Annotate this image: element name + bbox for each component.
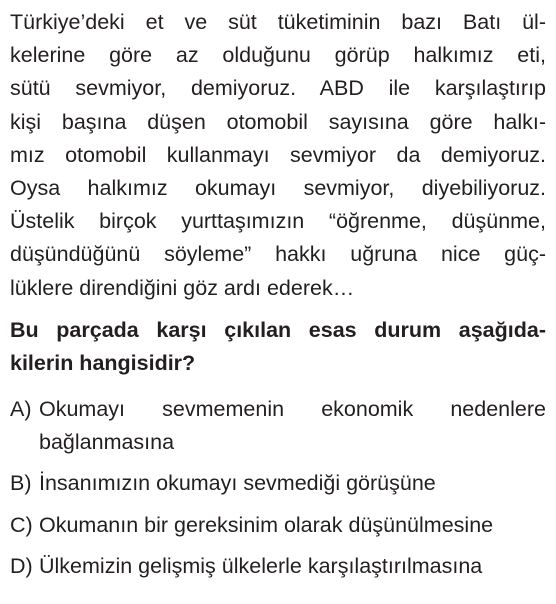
option-text: Ülkemizin gelişmiş ülkelerle karşılaştırılmasına bbox=[39, 553, 483, 578]
passage-line: düşündüğünü söyleme” hakkı uğruna nice güç- bbox=[10, 242, 546, 267]
option-a[interactable] bbox=[10, 393, 546, 459]
option-d[interactable] bbox=[10, 550, 546, 583]
option-text: bağlanmasına bbox=[39, 430, 175, 455]
passage-line: lüklere direndiğini göz ardı ederek… bbox=[10, 275, 355, 300]
passage-line: mız otomobil kullanmayı sevmiyor da demiyoruz. bbox=[10, 142, 546, 167]
passage-line: Türkiye’deki et ve süt tüketiminin bazı Batı ül- bbox=[10, 10, 546, 34]
passage-line: kelerine göre az olduğunu görüp halkımız eti, bbox=[10, 43, 546, 68]
option-c[interactable] bbox=[10, 509, 546, 542]
passage-line: Oysa halkımız okumayı sevmiyor, diyebiliyoruz. bbox=[10, 175, 546, 200]
option-text: Okumayı sevmemenin ekonomik nedenlere bbox=[39, 397, 546, 422]
question-line: Bu parçada karşı çıkılan esas durum aşağıda- bbox=[10, 317, 546, 342]
passage bbox=[10, 6, 546, 305]
option-letter: A) bbox=[10, 397, 32, 422]
passage-line: kişi başına düşen otomobil sayısına göre halkı- bbox=[10, 109, 546, 134]
option-b[interactable] bbox=[10, 467, 546, 500]
option-letter: B) bbox=[10, 471, 32, 496]
option-letter: D) bbox=[10, 553, 33, 578]
question-line: kilerin hangisidir? bbox=[10, 350, 196, 375]
answer-options bbox=[10, 393, 546, 583]
passage-line: Üstelik birçok yurttaşımızın “öğrenme, düşünme, bbox=[10, 209, 546, 234]
passage-line: sütü sevmiyor, demiyoruz. ABD ile karşılaştırıp bbox=[10, 76, 546, 101]
question-stem bbox=[10, 314, 546, 380]
option-text: Okumanın bir gereksinim olarak düşünülmesine bbox=[39, 512, 494, 537]
option-text: İnsanımızın okumayı sevmediği görüşüne bbox=[39, 471, 436, 496]
option-letter: C) bbox=[10, 512, 33, 537]
question-page bbox=[10, 6, 546, 583]
